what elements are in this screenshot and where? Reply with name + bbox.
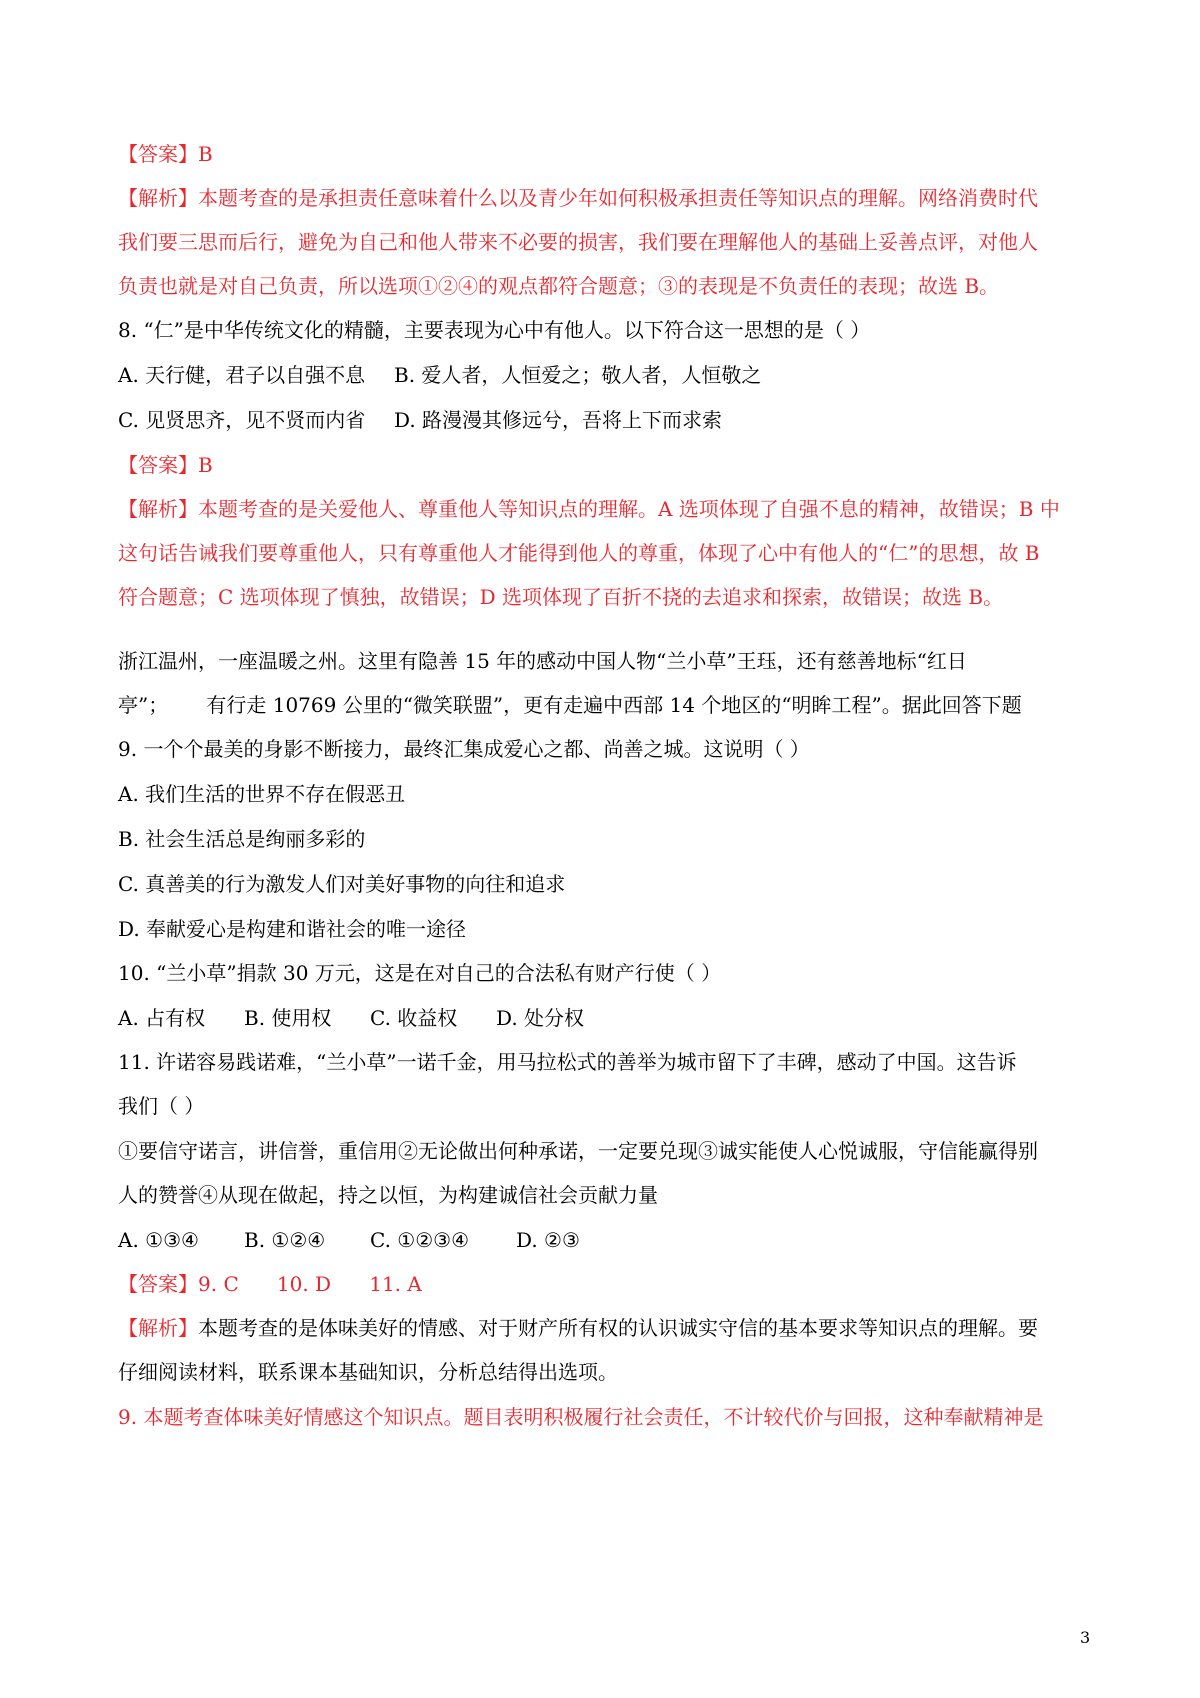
option-b: B. 爱人者，人恒爱之；敬人者，人恒敬之	[394, 363, 762, 387]
answer-line: 【答案】B	[118, 142, 213, 166]
question-11-statements: ①要信守诺言，讲信誉，重信用②无论做出何种承诺，一定要兑现③诚实能使人心悦诚服，守信能赢得别	[118, 1139, 1038, 1163]
analysis-line	[118, 1314, 1098, 1342]
question-8-options-row	[118, 406, 1098, 434]
option-a: A. ①③④	[118, 1228, 199, 1252]
question-11-statements: 人的赞誉④从现在做起，持之以恒，为构建诚信社会贡献力量	[118, 1183, 658, 1207]
material-line: 浙江温州，一座温暖之州。这里有隐善 15 年的感动中国人物“兰小草”王珏，还有慈善地标“红日	[118, 649, 967, 673]
option-c: C. 真善美的行为激发人们对美好事物的向往和追求	[118, 872, 566, 896]
question-8-stem: 8. “仁”是中华传统文化的精髓，主要表现为心中有他人。以下符合这一思想的是（ ）	[118, 318, 871, 342]
analysis-line: 符合题意；C 选项体现了慎独，故错误；D 选项体现了百折不挠的去追求和探索，故错误；故选 B。	[118, 585, 1004, 609]
option-b: B. 社会生活总是绚丽多彩的	[118, 827, 366, 851]
option-a: A. 我们生活的世界不存在假恶丑	[118, 782, 406, 806]
analysis-line: 仔细阅读材料，联系课本基础知识，分析总结得出选项。	[118, 1360, 618, 1384]
answer-line: 【答案】B	[118, 453, 213, 477]
option-a: A. 占有权	[118, 1006, 206, 1030]
analysis-line: 负责也就是对自己负责，所以选项①②④的观点都符合题意；③的表现是不负责任的表现；故选 B。	[118, 274, 1000, 298]
analysis-text: 本题考查的是体味美好的情感、对于财产所有权的认识诚实守信的基本要求等知识点的理解。要	[198, 1316, 1038, 1340]
analysis-label: 【解析】	[118, 1316, 198, 1340]
option-a: A. 天行健，君子以自强不息	[118, 363, 366, 387]
option-d: D. 奉献爱心是构建和谐社会的唯一途径	[118, 917, 467, 941]
question-10-stem: 10. “兰小草”捐款 30 万元，这是在对自己的合法私有财产行使（ ）	[118, 961, 722, 985]
analysis-line: 【解析】本题考查的是关爱他人、尊重他人等知识点的理解。A 选项体现了自强不息的精神，故错误；B 中	[118, 497, 1060, 521]
question-8-options-row	[118, 361, 1098, 389]
option-b: B. 使用权	[244, 1006, 332, 1030]
option-b: B. ①②④	[244, 1228, 326, 1252]
analysis-line: 我们要三思而后行，避免为自己和他人带来不必要的损害，我们要在理解他人的基础上妥善点评，对他人	[118, 230, 1038, 254]
answer-line	[118, 1270, 1098, 1298]
question-10-options-row	[118, 1004, 1098, 1032]
analysis-line: 【解析】本题考查的是承担责任意味着什么以及青少年如何积极承担责任等知识点的理解。网络消费时代	[118, 186, 1038, 210]
answer-values: 9. C 10. D 11. A	[198, 1272, 422, 1296]
material-line: 亭”； 有行走 10769 公里的“微笑联盟”，更有走遍中西部 14 个地区的“明眸工程”。据此回答下题	[118, 693, 1022, 717]
analysis-item-9: 9. 本题考查体味美好情感这个知识点。题目表明积极履行社会责任，不计较代价与回报，这种奉献精神是	[118, 1405, 1044, 1429]
page-number: 3	[1080, 1628, 1091, 1647]
option-d: D. 路漫漫其修远兮，吾将上下而求索	[394, 408, 723, 432]
question-11-options-row	[118, 1226, 1098, 1254]
question-9-stem: 9. 一个个最美的身影不断接力，最终汇集成爱心之都、尚善之城。这说明（ ）	[118, 737, 810, 761]
option-d: D. ②③	[516, 1228, 580, 1252]
answer-label: 【答案】	[118, 1272, 198, 1296]
option-c: C. ①②③④	[370, 1228, 470, 1252]
question-11-stem: 我们（ ）	[118, 1094, 205, 1118]
option-c: C. 收益权	[370, 1006, 458, 1030]
analysis-line: 这句话告诫我们要尊重他人，只有尊重他人才能得到他人的尊重，体现了心中有他人的“仁”的思想，故 B	[118, 541, 1040, 565]
question-11-stem: 11. 许诺容易践诺难，“兰小草”一诺千金，用马拉松式的善举为城市留下了丰碑，感动了中国。这告诉	[118, 1050, 1017, 1074]
option-d: D. 处分权	[496, 1006, 585, 1030]
option-c: C. 见贤思齐，见不贤而内省	[118, 408, 366, 432]
